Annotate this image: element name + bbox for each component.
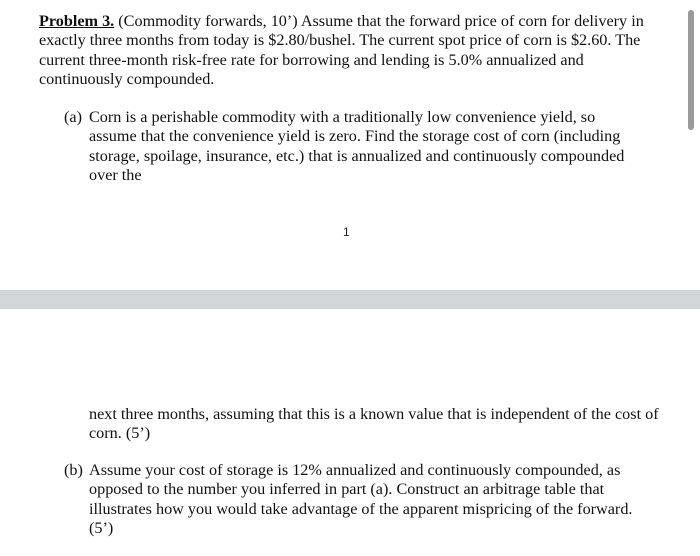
page-number: 1 xyxy=(343,225,350,239)
scrollbar-thumb[interactable] xyxy=(688,10,694,130)
part-b xyxy=(64,461,642,538)
problem-3-statement xyxy=(39,12,664,89)
page-separator xyxy=(0,290,700,309)
part-a-text: Corn is a perishable commodity with a traditionally low convenience yield, so assume that the convenience yield is zero. Find the storage cost of corn (including storage, spoilage, insurance, etc.) that is annualized and continuously compounded over the xyxy=(89,108,625,184)
problem-heading: Problem 3. xyxy=(39,12,115,30)
part-a-continuation: next three months, assuming that this is a known value that is independent of the cost of corn. (5’) xyxy=(89,405,659,443)
part-b-text: Assume your cost of storage is 12% annualized and continuously compounded, as opposed to the number you inferred in part (a). Construct an arbitrage table that illustrates how you would take advantage of the apparent mispricing of the forward. (5’) xyxy=(89,461,633,537)
part-b-label: (b) xyxy=(64,461,83,479)
part-a-label: (a) xyxy=(64,108,82,126)
problem-text: (Commodity forwards, 10’) Assume that the forward price of corn for delivery in exactly three months from today is $2.80/bushel. The current spot price of corn is $2.60. The current three-month risk-free rate for borrowing and lending is 5.0% annualized and continuously compounded. xyxy=(39,12,644,88)
part-a xyxy=(64,108,642,185)
